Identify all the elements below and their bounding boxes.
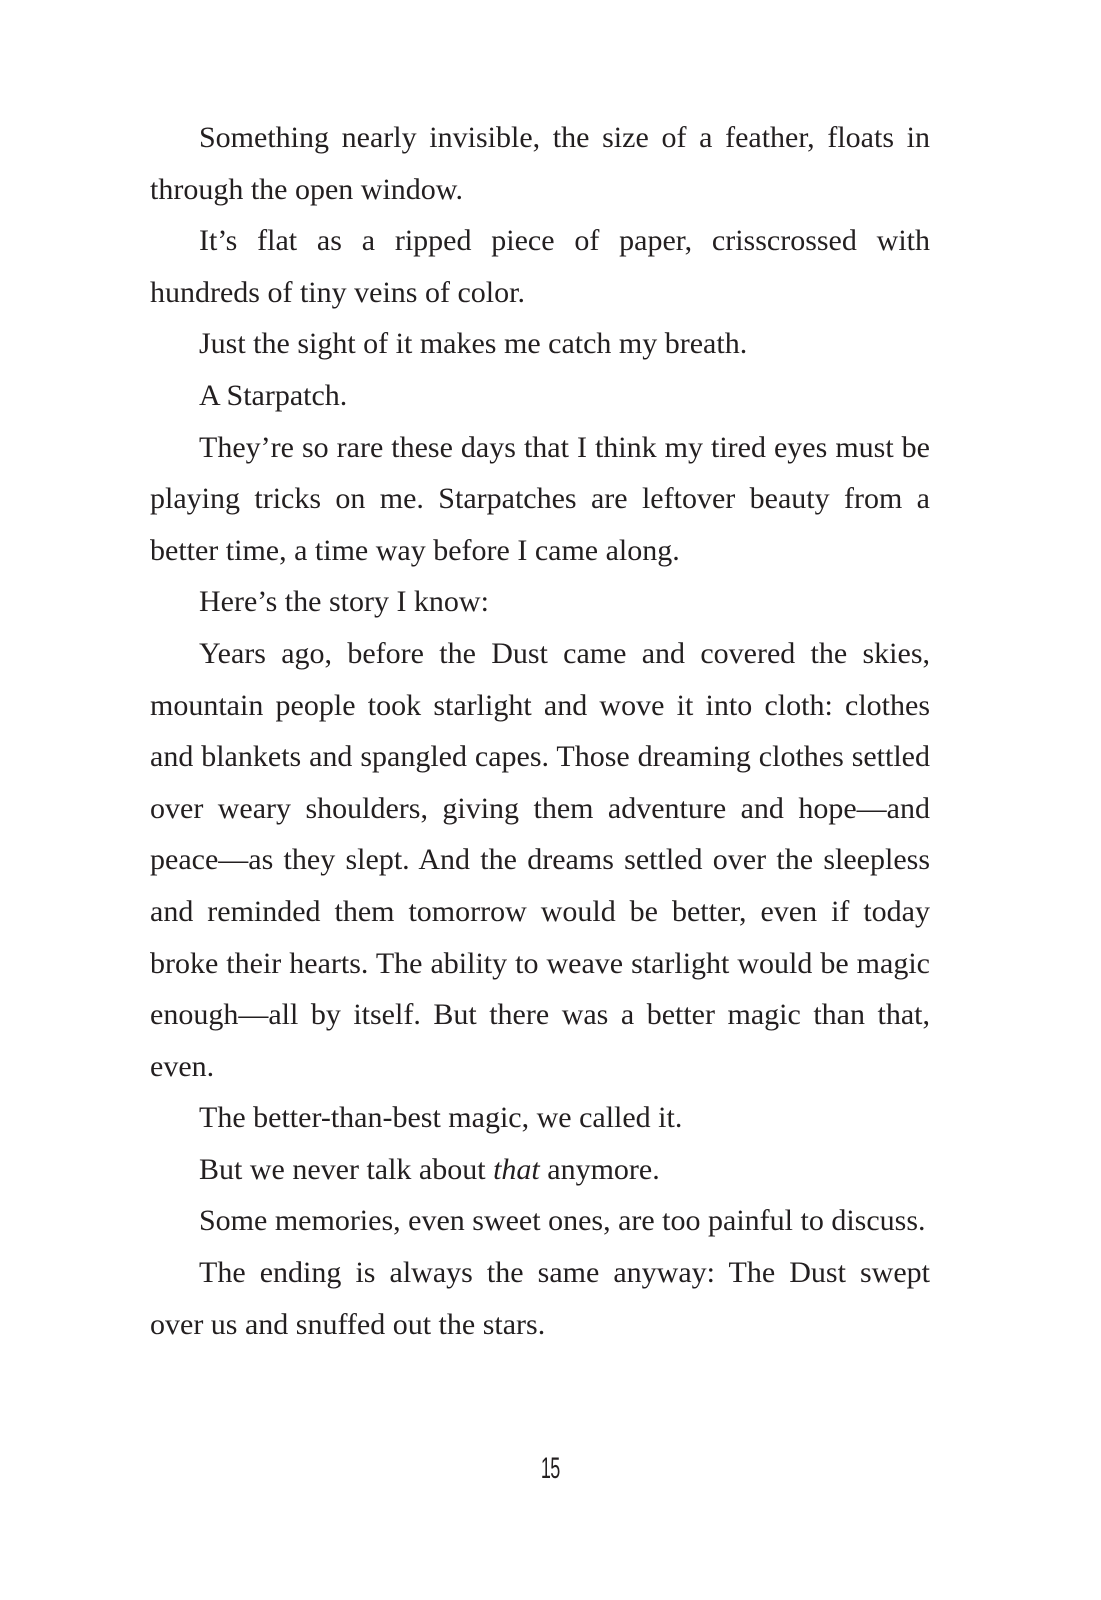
paragraph: The better-than-best magic, we called it. [199, 1101, 683, 1135]
paragraph-text: anymore. [539, 1152, 660, 1186]
paragraph: Here’s the story I know: [199, 585, 489, 619]
paragraph: A Starpatch. [199, 378, 348, 412]
page-number: 15 [540, 1452, 560, 1485]
paragraph: They’re so rare these days that I think my tired eyes must be playing tricks on me. Starpatches are leftover beauty from a better time, a time way before I came along. [150, 430, 930, 567]
emphasized-word: that [493, 1152, 540, 1186]
paragraph [150, 1144, 930, 1196]
paragraph: Something nearly invisible, the size of a feather, floats in through the open window. [150, 121, 930, 206]
paragraph: Years ago, before the Dust came and covered the skies, mountain people took starlight and wove it into cloth: clothes and blankets and spangled capes. Those dreaming clothes settled over weary shoulders, giving them adventure and hope—and peace—as they slept. And the dreams settled over the sleepless and reminded them tomorrow would be better, even if today broke their hearts. The ability to weave starlight would be magic enough—all by itself. But there was a better magic than that, even. [150, 636, 930, 1083]
body-text [150, 112, 930, 1350]
paragraph: Some memories, even sweet ones, are too painful to discuss. [199, 1204, 926, 1238]
paragraph-text: But we never talk about [199, 1152, 494, 1186]
paragraph: The ending is always the same anyway: The Dust swept over us and snuffed out the stars. [150, 1256, 930, 1341]
paragraph: Just the sight of it makes me catch my breath. [199, 327, 748, 361]
paragraph: It’s flat as a ripped piece of paper, crisscrossed with hundreds of tiny veins of color. [150, 224, 930, 309]
